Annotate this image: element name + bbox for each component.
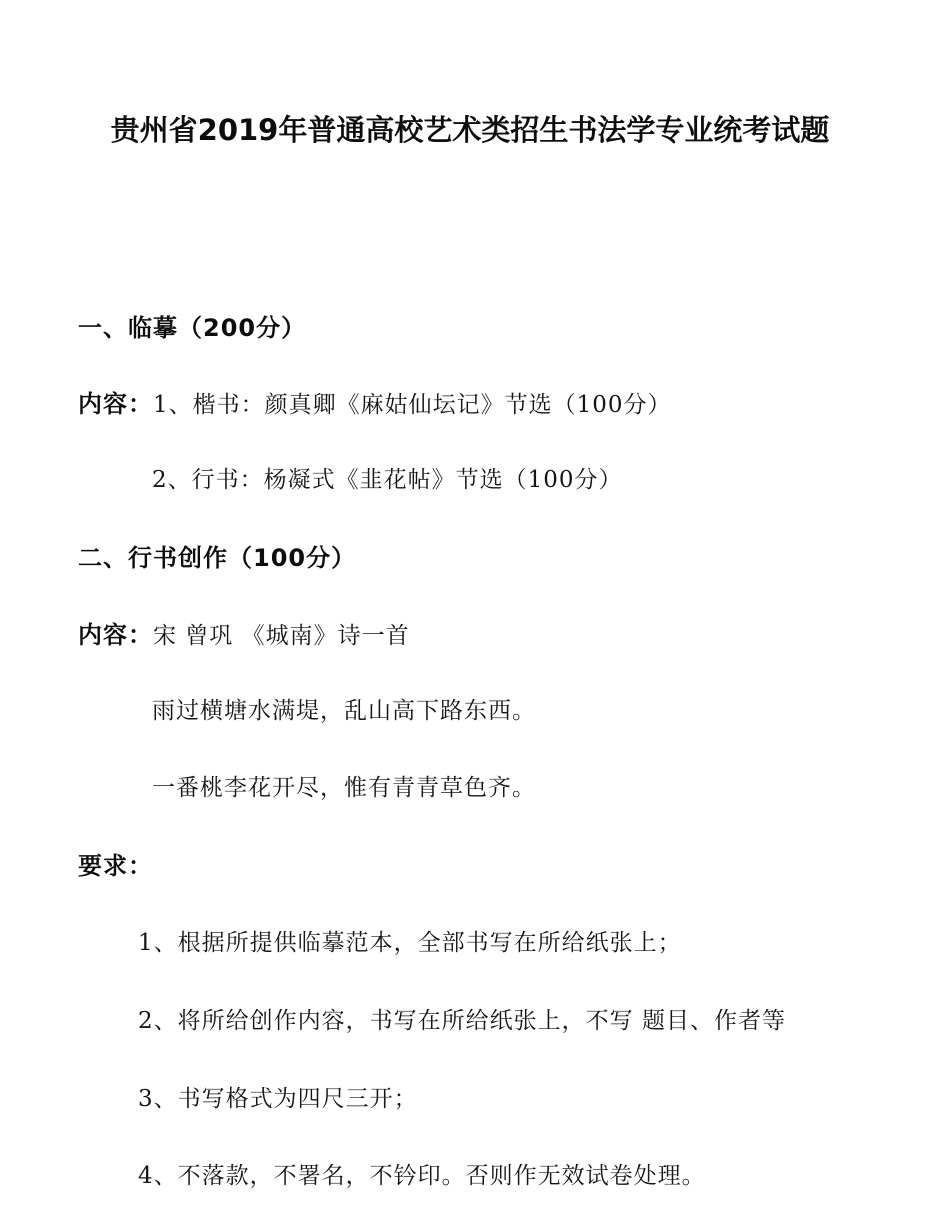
requirement-item-1: 1、根据所提供临摹范本，全部书写在所给纸张上； [138, 930, 682, 956]
section-2-heading: 二、行书创作（100分） [78, 544, 357, 572]
requirement-item-2: 2、将所给创作内容，书写在所给纸张上，不写 题目、作者等 [138, 1008, 786, 1034]
section-2-content-label: 内容： [78, 621, 153, 649]
section-2-content-line [78, 615, 410, 650]
requirement-item-3: 3、书写格式为四尺三开； [138, 1086, 418, 1112]
document-title: 贵州省2019年普通高校艺术类招生书法学专业统考试题 [110, 113, 830, 147]
requirements-heading: 要求： [78, 852, 153, 880]
poem-line-2: 一番桃李花开尽，惟有青青草色齐。 [152, 775, 536, 801]
section-1-item-1: 1、楷书：颜真卿《麻姑仙坛记》节选（100分） [153, 392, 672, 418]
poem-line-1: 雨过横塘水满堤，乱山高下路东西。 [152, 698, 536, 724]
section-2-content-text: 宋 曾巩 《城南》诗一首 [153, 623, 410, 649]
requirement-item-4: 4、不落款，不署名，不钤印。否则作无效试卷处理。 [138, 1163, 706, 1189]
section-1-item-2: 2、行书：杨凝式《韭花帖》节选（100分） [152, 467, 623, 493]
section-1-heading: 一、临摹（200分） [78, 314, 307, 342]
section-1-content-line-1 [78, 384, 672, 419]
section-1-content-label: 内容： [78, 390, 153, 418]
